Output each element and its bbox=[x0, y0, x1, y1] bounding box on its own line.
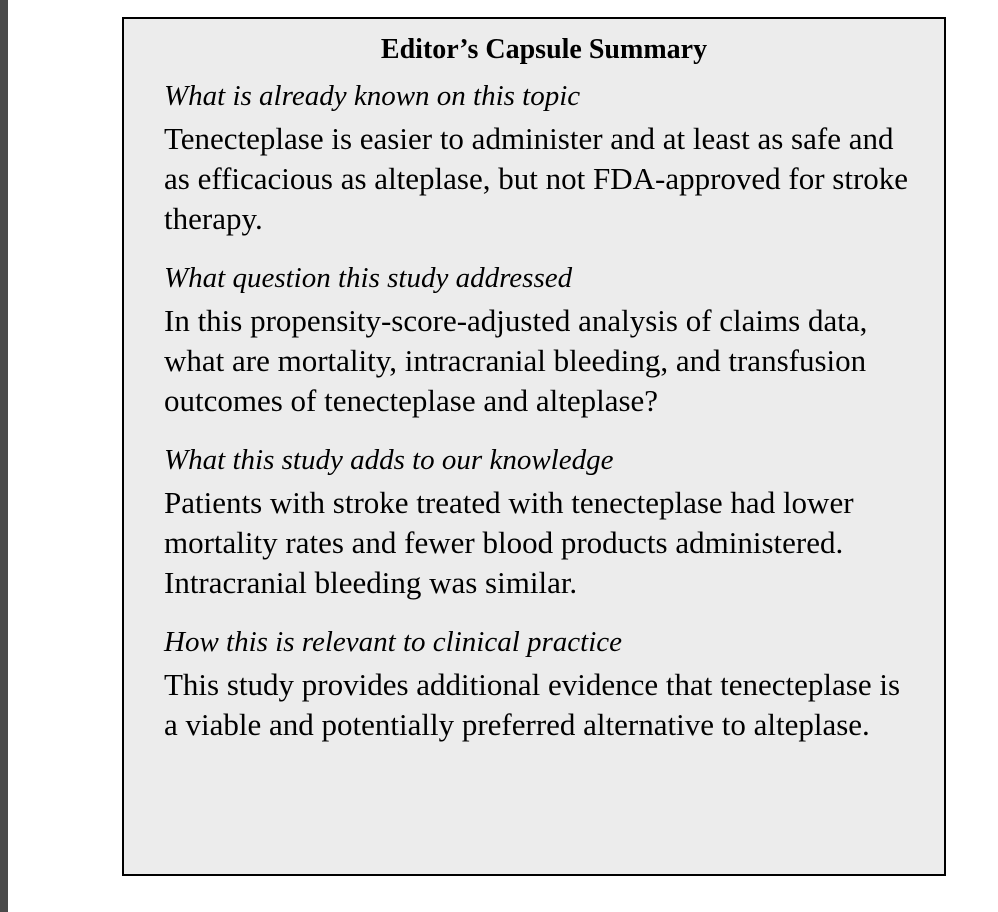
section-heading: How this is relevant to clinical practice bbox=[164, 626, 623, 658]
section-heading: What question this study addressed bbox=[164, 262, 573, 294]
section-study-adds bbox=[164, 441, 924, 603]
page-edge-strip bbox=[0, 0, 8, 912]
section-body: This study provides additional evidence that tenecteplase is a viable and potentially preferred alternative to alteplase. bbox=[164, 667, 901, 742]
section-body: Tenecteplase is easier to administer and at least as safe and as efficacious as alteplase, but not FDA-approved for stroke therapy. bbox=[164, 121, 909, 236]
section-heading: What this study adds to our knowledge bbox=[164, 444, 614, 476]
section-question-addressed bbox=[164, 259, 924, 421]
section-already-known bbox=[164, 77, 924, 239]
section-heading: What is already known on this topic bbox=[164, 80, 581, 112]
capsule-summary-box bbox=[122, 17, 946, 876]
capsule-title: Editor’s Capsule Summary bbox=[380, 34, 708, 65]
section-body: In this propensity-score-adjusted analysis of claims data, what are mortality, intracranial bleeding, and transfusion outcomes of tenecteplase and alteplase? bbox=[164, 303, 868, 418]
section-body: Patients with stroke treated with tenecteplase had lower mortality rates and fewer blood products administered. Intracranial bleeding was similar. bbox=[164, 485, 854, 600]
section-clinical-relevance bbox=[164, 623, 924, 745]
